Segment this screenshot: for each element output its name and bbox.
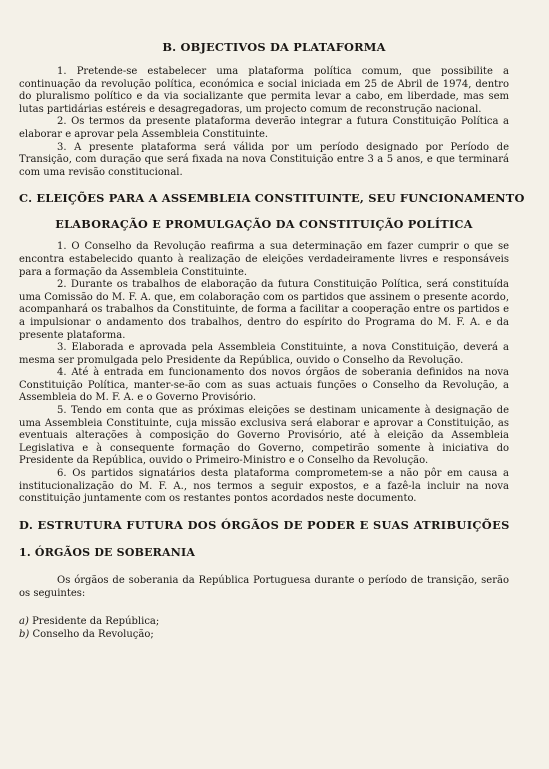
section-c-subtitle: ELABORAÇÃO E PROMULGAÇÃO DA CONSTITUIÇÃO POLÍTICA bbox=[55, 217, 473, 232]
list-item bbox=[19, 615, 509, 629]
section-b-body bbox=[19, 66, 509, 179]
section-b-paragraph-2: 2. Os termos da presente plataforma deverão integrar a futura Constituição Política a elaborar e aprovar pela Assembleia Constituinte. bbox=[19, 116, 509, 140]
section-d-title: D. ESTRUTURA FUTURA DOS ÓRGÃOS DE PODER E SUAS ATRIBUIÇÕES bbox=[19, 517, 510, 532]
list-item-marker: b) bbox=[19, 629, 30, 641]
section-c-paragraph-3: 3. Elaborada e aprovada pela Assembleia Constituinte, a nova Constituição, deverá a mesma ser promulgada pelo Presidente da República, ouvido o Conselho da Revolução. bbox=[19, 342, 509, 366]
section-c-paragraph-4: 4. Até à entrada em funcionamento dos novos órgãos de soberania definidos na nova Constituição Política, manter-se-ão com as suas actuais funções o Conselho da Revolução, a Assembleia do M. F. A. e o Governo Provisório. bbox=[19, 367, 509, 404]
section-c-body bbox=[19, 241, 509, 505]
list-item-marker: a) bbox=[19, 615, 29, 627]
section-b-paragraph-3: 3. A presente plataforma será válida por um período designado por Período de Transição, com duração que será fixada na nova Constituição entre 3 a 5 anos, e que terminará com uma revisão constitucional. bbox=[19, 141, 509, 178]
section-b-paragraph-1: 1. Pretende-se estabelecer uma plataforma política comum, que possibilite a continuação da revolução política, económica e social iniciada em 25 de Abril de 1974, dentro do pluralismo político e da via socializante que permita levar a cabo, em liberdade, mas sem lutas partidárias estéreis e desagregadoras, um projecto comum de reconstrução nacional. bbox=[19, 66, 509, 115]
list-item-text: Presidente da República; bbox=[32, 615, 160, 627]
section-b-title: B. OBJECTIVOS DA PLATAFORMA bbox=[162, 40, 386, 54]
section-d-subsection-title: 1. ÓRGÃOS DE SOBERANIA bbox=[19, 545, 196, 559]
section-c-paragraph-1: 1. O Conselho da Revolução reafirma a sua determinação em fazer cumprir o que se encontra estabelecido quanto à realização de eleições verdadeiramente livres e responsáveis para a formação da Assembleia Constituinte. bbox=[19, 241, 509, 278]
section-c-title: C. ELEIÇÕES PARA A ASSEMBLEIA CONSTITUINTE, SEU FUNCIONAMENTO bbox=[19, 191, 525, 206]
sovereignty-organs-list bbox=[19, 615, 509, 642]
section-d-intro: Os órgãos de soberania da República Portuguesa durante o período de transição, serão os seguintes: bbox=[19, 574, 509, 600]
section-c-paragraph-6: 6. Os partidos signatários desta plataforma comprometem-se a não pôr em causa a institucionalização do M. F. A., nos termos a seguir expostos, e a fazê-la incluir na nova constituição juntamente com os restantes pontos acordados neste documento. bbox=[19, 468, 509, 505]
list-item-text: Conselho da Revolução; bbox=[32, 629, 154, 641]
section-c-paragraph-2: 2. Durante os trabalhos de elaboração da futura Constituição Política, será constituída uma Comissão do M. F. A. que, em colaboração com os partidos que assinem o presente acordo, acompanhará os trabalhos da Constituinte, de forma a facilitar a cooperação entre os partidos e a impulsionar o andamento dos trabalhos, dentro do espírito do Programa do M. F. A. e da presente plataforma. bbox=[19, 279, 509, 341]
section-c-paragraph-5: 5. Tendo em conta que as próximas eleições se destinam unicamente à designação de uma Assembleia Constituinte, cuja missão exclusiva será elaborar e aprovar a Constituição, as eventuais alterações à composição do Governo Provisório, até à eleição da Assembleia Legislativa e à consequente formação do Governo, competirão somente à iniciativa do Presidente da República, ouvido o Primeiro-Ministro e o Conselho da Revolução. bbox=[19, 405, 509, 467]
list-item bbox=[19, 628, 509, 642]
